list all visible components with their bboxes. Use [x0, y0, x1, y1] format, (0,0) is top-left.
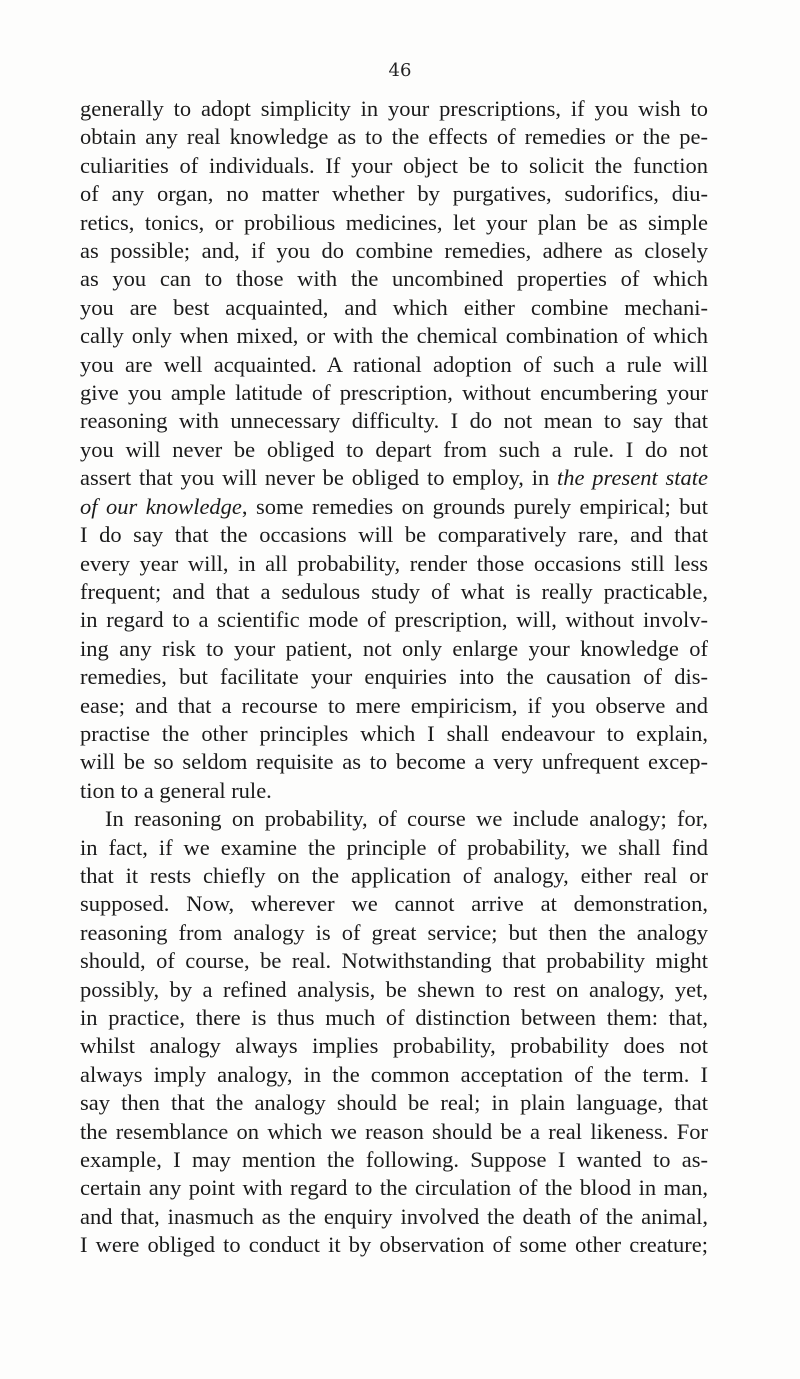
- text-line: reasoning with unnecessary difficulty. I do not mean to say that: [80, 408, 708, 434]
- text-line: possibly, by a refined analysis, be shewn to rest on analogy, yet,: [80, 976, 708, 1002]
- body-text: [80, 95, 708, 1260]
- text-line: say then that the analogy should be real; in plain language, that: [80, 1090, 708, 1116]
- text-line: generally to adopt simplicity in your prescriptions, if you wish to: [80, 96, 708, 121]
- italic-phrase: of our knowledge: [80, 493, 242, 519]
- italic-phrase: the present state: [557, 465, 708, 491]
- text-line: obtain any real knowledge as to the effects of remedies or the pe-: [80, 124, 708, 150]
- text-line: supposed. Now, wherever we cannot arrive at demonstration,: [80, 891, 708, 917]
- text-line: you are best acquainted, and which either combine mechani-: [80, 294, 708, 320]
- text-line: that it rests chiefly on the application of analogy, either real or: [80, 862, 708, 888]
- text-line: will be so seldom requisite as to become a very unfrequent excep-: [80, 749, 708, 775]
- text-line: frequent; and that a sedulous study of what is really practicable,: [80, 578, 708, 604]
- text-line: whilst analogy always implies probability, probability does not: [80, 1033, 708, 1059]
- text-line: always imply analogy, in the common acceptation of the term. I: [80, 1061, 708, 1087]
- text-line: in regard to a scientific mode of prescription, will, without involv-: [80, 607, 708, 633]
- text-line: I do say that the occasions will be comparatively rare, and that: [80, 522, 708, 548]
- text-line: cally only when mixed, or with the chemical combination of which: [80, 323, 708, 349]
- text-line: as possible; and, if you do combine remedies, adhere as closely: [80, 238, 708, 264]
- text-line: in fact, if we examine the principle of probability, we shall find: [80, 834, 708, 860]
- text-line: In reasoning on probability, of course we include analogy; for,: [105, 806, 708, 832]
- text-line: reasoning from analogy is of great service; but then the analogy: [80, 919, 708, 945]
- text-line: ease; and that a recourse to mere empiricism, if you observe and: [80, 692, 708, 718]
- text-line: example, I may mention the following. Suppose I wanted to as-: [80, 1147, 708, 1173]
- text-line: ing any risk to your patient, not only enlarge your knowledge of: [80, 635, 708, 661]
- text-line: as you can to those with the uncombined properties of which: [80, 266, 708, 292]
- text-line: practise the other principles which I shall endeavour to explain,: [80, 720, 708, 746]
- text-line: certain any point with regard to the circulation of the blood in man,: [80, 1175, 708, 1201]
- text-line: [80, 464, 708, 492]
- text-line: I were obliged to conduct it by observation of some other creature;: [80, 1232, 708, 1258]
- text-line: of any organ, no matter whether by purgatives, sudorifics, diu-: [80, 181, 708, 207]
- text-line: remedies, but facilitate your enquiries into the causation of dis-: [80, 664, 708, 690]
- text-line: should, of course, be real. Notwithstanding that probability might: [80, 948, 708, 974]
- text-segment: assert that you will never be obliged to employ, in: [80, 465, 558, 491]
- text-segment: , some remedies on grounds purely empirical; but: [241, 493, 708, 519]
- text-line: retics, tonics, or probilious medicines, let your plan be as simple: [80, 209, 708, 235]
- text-line: culiarities of individuals. If your object be to solicit the function: [80, 152, 708, 178]
- text-line: every year will, in all probability, render those occasions still less: [80, 550, 708, 576]
- text-line: you are well acquainted. A rational adoption of such a rule will: [80, 351, 708, 377]
- text-line: you will never be obliged to depart from such a rule. I do not: [80, 436, 708, 462]
- text-line: in practice, there is thus much of distinction between them: that,: [80, 1005, 708, 1030]
- text-line: the resemblance on which we reason should be a real likeness. For: [80, 1118, 708, 1144]
- text-line: give you ample latitude of prescription, without encumbering your: [80, 380, 708, 406]
- text-line: and that, inasmuch as the enquiry involved the death of the animal,: [80, 1203, 708, 1229]
- page-number: 46: [388, 60, 412, 81]
- text-line: [80, 493, 708, 521]
- text-line: tion to a general rule.: [80, 777, 272, 803]
